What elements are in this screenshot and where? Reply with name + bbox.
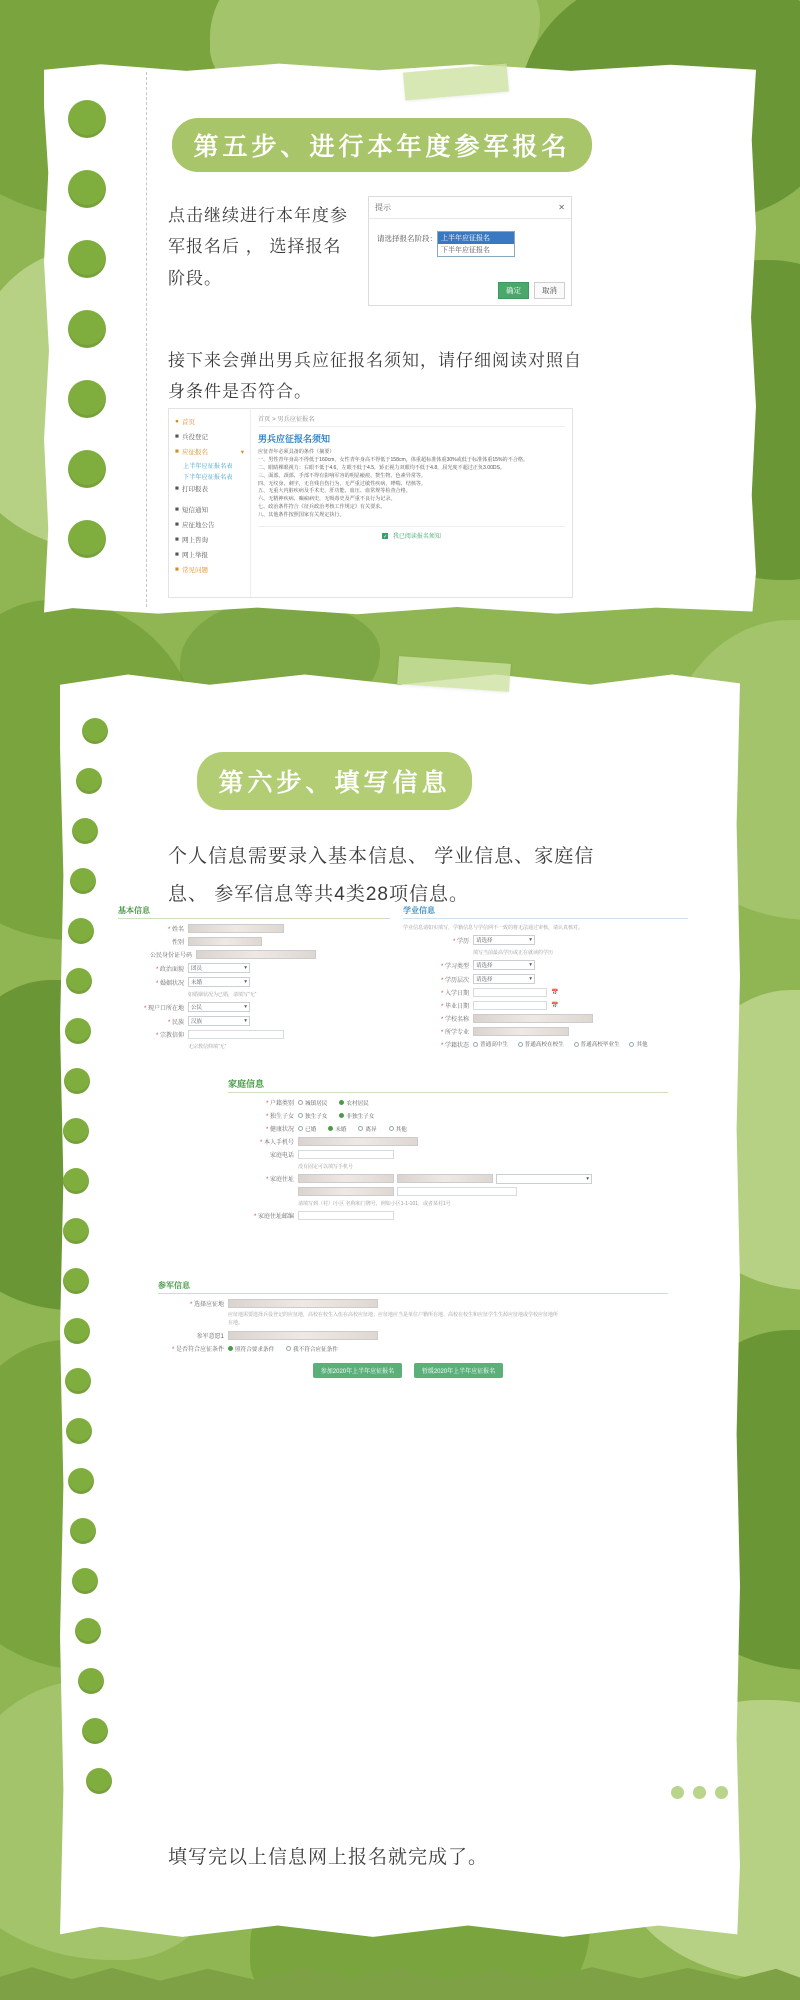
stage-option-first[interactable]: 上半年应征报名: [438, 232, 514, 244]
sidebar-subitem-second-half[interactable]: 下半年应征报名表: [183, 474, 233, 481]
religion-hint: 无宗教信仰填“无”: [188, 1044, 227, 1050]
field-label: 健康状况: [269, 1127, 294, 1133]
step5-heading: 第五步、进行本年度参军报名: [172, 118, 592, 172]
dialog-title: 提示: [375, 203, 391, 212]
notice-paragraph: 一、男性青年身高不得低于160cm，女性青年身高不得低于158cm，体重超标准体重30%或低于标准体重15%的不合格。: [258, 456, 529, 463]
radio-option[interactable]: 其他: [389, 1125, 407, 1133]
field-label: 公民身份证号码: [149, 953, 192, 959]
notice-paragraph: 应征青年必须具备的条件（摘要）: [258, 449, 335, 455]
enroll-date-field[interactable]: [473, 988, 547, 997]
spiral-hole: [64, 1068, 90, 1094]
field-label: 家庭电话: [269, 1153, 294, 1159]
form-hint-row: [403, 949, 688, 956]
screenshot-main: [251, 409, 572, 597]
sidebar-item-consult[interactable]: [173, 532, 246, 547]
form-actions: [158, 1363, 668, 1378]
radio-dot: [298, 1113, 303, 1118]
basic-info-title: 基本信息: [118, 905, 390, 919]
study-info-block: [403, 905, 688, 1053]
spiral-hole: [78, 1668, 104, 1694]
submit-apply-button[interactable]: 参加2020年上半年应征报名: [313, 1363, 402, 1378]
spiral-hole: [68, 520, 106, 558]
religion-field[interactable]: [188, 1030, 284, 1039]
notice-agree-row[interactable]: [258, 526, 565, 540]
radio-option[interactable]: 照符合要求条件: [228, 1345, 274, 1353]
decor-dot: [693, 1786, 706, 1799]
spiral-hole: [70, 1518, 96, 1544]
radio-dot: [298, 1126, 303, 1131]
chevron-down-icon: ▾: [240, 448, 244, 456]
chevron-down-icon: ▾: [586, 1176, 589, 1182]
chevron-down-icon: ▾: [529, 937, 532, 943]
form-row: * 学历层次 请选择 ▾: [403, 974, 688, 984]
stage-option-second[interactable]: 下半年应征报名: [441, 247, 490, 254]
radio-option[interactable]: 独生子女: [298, 1112, 327, 1120]
field-label: 家庭住址邮编: [257, 1214, 294, 1220]
spiral-hole: [63, 1168, 89, 1194]
spiral-hole: [66, 968, 92, 994]
radio-option[interactable]: 已婚: [298, 1125, 316, 1133]
radio-option[interactable]: 普通高校毕业生: [574, 1040, 620, 1048]
household-select[interactable]: 公民 ▾: [188, 1002, 250, 1012]
field-label: 宗教信仰: [159, 1033, 184, 1039]
radio-option[interactable]: 普通高中生: [473, 1040, 508, 1048]
address-street[interactable]: [298, 1187, 394, 1196]
spiral-hole: [68, 450, 106, 488]
form-row: * 本人手机号: [228, 1137, 668, 1146]
spiral-hole: [68, 1468, 94, 1494]
doc-icon: ■: [175, 433, 179, 440]
marital-status-select[interactable]: 未婚 ▾: [188, 977, 250, 987]
radio-dot: [518, 1042, 523, 1047]
spiral-hole: [63, 1218, 89, 1244]
form-row: * 现户口所在地 公民 ▾: [118, 1002, 390, 1012]
address-district-select[interactable]: [496, 1174, 592, 1184]
form-row: * 是否符合应征条件 照符合要求条件 我不符合应征条件: [171, 1346, 338, 1353]
sidebar-item-label: 应征报名: [181, 449, 208, 456]
radio-dot: [339, 1113, 344, 1118]
spiral-hole: [63, 1118, 89, 1144]
form-row: * 家庭住址 ▾: [228, 1174, 668, 1196]
zipcode-field[interactable]: [298, 1211, 394, 1220]
enlist-place-hint: 应征地需要选择兵役登记的应征地，高校在校生入伍在高校应征地；应征地应当是单位户籍所在地、高校在校生和应征学生生源应征地或学校应征地所在地。: [228, 1312, 559, 1326]
chevron-down-icon: ▾: [244, 979, 247, 985]
step6-heading: 第六步、填写信息: [197, 752, 472, 810]
question-icon: ■: [175, 566, 179, 573]
spiral-hole: [68, 310, 106, 348]
cancel-button[interactable]: 取消: [534, 282, 565, 299]
calendar-icon[interactable]: 📅: [551, 990, 559, 996]
education-hint: 填写当前最高学历或正在就读的学历: [473, 950, 554, 956]
decor-dot: [715, 1786, 728, 1799]
spiral-hole: [82, 1718, 108, 1744]
form-row: * 宗教信仰: [118, 1030, 390, 1039]
agree-label: 我已阅读报名须知: [392, 534, 441, 541]
address-detail[interactable]: [397, 1187, 517, 1196]
dialog-body: [369, 219, 571, 257]
radio-option[interactable]: 城镇居民: [298, 1099, 327, 1107]
address-province[interactable]: [298, 1174, 394, 1183]
address-group[interactable]: [298, 1174, 592, 1196]
form-row: * 健康状况 已婚 未婚 离异 其他: [265, 1126, 407, 1133]
confirm-button[interactable]: 确定: [498, 282, 529, 299]
form-hint-row: [228, 1200, 668, 1207]
chevron-down-icon: ▾: [244, 965, 247, 971]
form-row: * 家庭住址邮编: [228, 1211, 668, 1220]
spiral-hole: [68, 170, 106, 208]
sidebar-item-registration[interactable]: [173, 429, 246, 444]
field-label: 户籍类别: [269, 1101, 294, 1107]
form-row: * 政治面貌 团员 ▾: [118, 963, 390, 973]
field-label: 现户口所在地: [147, 1005, 184, 1012]
sidebar-item-print[interactable]: [173, 481, 246, 496]
form-row: * 学历 请选择 ▾: [403, 935, 688, 945]
radio-option[interactable]: 普通高校在校生: [518, 1040, 564, 1048]
wish1-field[interactable]: [228, 1331, 378, 1340]
radio-dot: [389, 1126, 394, 1131]
form-row: [118, 950, 390, 959]
spiral-hole: [68, 100, 106, 138]
calendar-icon[interactable]: 📅: [551, 1003, 559, 1009]
field-label: 学习类型: [444, 963, 469, 970]
bell-icon: ■: [175, 521, 179, 528]
form-row: * 独生子女 独生子女 非独生子女: [265, 1113, 375, 1120]
student-status-radios[interactable]: [473, 1040, 656, 1049]
decor-dot: [671, 1786, 684, 1799]
spiral-hole: [66, 1418, 92, 1444]
form-row: * 民族 汉族 ▾: [118, 1016, 390, 1026]
field-label: 婚姻状况: [159, 980, 184, 987]
sidebar-item-label: 短信通知: [181, 507, 208, 514]
field-label: 学历层次: [444, 977, 469, 984]
form-row: * 所学专业: [403, 1027, 688, 1036]
notice-paragraph: 二、眼睛裸眼视力：右眼不低于4.6，左眼不低于4.5，矫正视力双眼均不低于4.8，屈光度不超过正负3.00DS。: [258, 464, 506, 471]
sidebar-item-home[interactable]: [173, 414, 246, 429]
address-hint: 请填写到（村）/小区 名称和门牌号，例如小区1-1-101，或者某村1号: [298, 1201, 451, 1207]
notice-paragraph: 六、无精神疾病、癫痫病史，无吸毒史及严重不良行为记录。: [258, 496, 396, 503]
radio-dot: [574, 1042, 579, 1047]
form-row: * 选择应征地: [158, 1299, 668, 1308]
sidebar-item-label: 网上咨询: [181, 537, 208, 544]
radio-dot: [328, 1126, 333, 1131]
stage-field-label: 请选择报名阶段：: [377, 234, 437, 243]
field-label: 毕业日期: [444, 1004, 469, 1010]
nation-select[interactable]: 汉族 ▾: [188, 1016, 250, 1026]
study-note: 学业信息请如实填写，学籍信息与学信网不一致的将无法通过审核，请认真核对。: [403, 925, 584, 931]
form-row: * 学校名称: [403, 1014, 688, 1023]
school-name-field[interactable]: [473, 1014, 593, 1023]
sidebar-subitem-first-half[interactable]: 上半年应征报名表: [183, 463, 233, 470]
sidebar-item-label: 打印报表: [181, 486, 208, 493]
radio-dot: [298, 1100, 303, 1105]
form-row: [228, 1150, 668, 1159]
spiral-hole: [68, 240, 106, 278]
spiral-hole: [63, 1268, 89, 1294]
gender-field[interactable]: [188, 937, 262, 946]
education-select[interactable]: 请选择 ▾: [473, 935, 535, 945]
notice-paragraph: 七、政治条件符合《征兵政治考核工作规定》有关要求。: [258, 504, 386, 511]
form-row: * 学习类型 请选择 ▾: [403, 960, 688, 970]
step6-closing-text: 填写完以上信息网上报名就完成了。: [168, 1847, 489, 1868]
radio-option[interactable]: 未婚: [328, 1125, 346, 1133]
sidebar-item-enlist[interactable]: [173, 444, 246, 459]
radio-dot: [286, 1346, 291, 1351]
basic-info-block: [118, 905, 390, 1054]
name-field[interactable]: [188, 924, 284, 933]
family-info-title: 家庭信息: [228, 1077, 668, 1093]
form-hint-row: [118, 991, 390, 998]
field-label: 学籍状态: [444, 1043, 469, 1049]
spiral-hole: [68, 918, 94, 944]
field-label: 性别: [171, 940, 184, 946]
form-row: * 户籍类别 城镇居民 农村居民: [265, 1100, 369, 1107]
field-label: 民族: [171, 1019, 184, 1026]
screenshot-sidebar: [169, 409, 251, 597]
chat-icon: ■: [175, 536, 179, 543]
chevron-down-icon: ▾: [529, 962, 532, 968]
radio-dot: [629, 1042, 634, 1047]
breadcrumb: 首页 > 男兵应征报名: [258, 414, 565, 427]
sidebar-item-faq[interactable]: [173, 562, 246, 577]
field-label: 是否符合应征条件: [175, 1347, 224, 1353]
step6-paragraph: 个人信息需要录入基本信息、 学业信息、家庭信息、 参军信息等共4类28项信息。: [168, 846, 595, 905]
step5-paragraph-1: 点击继续进行本年度参军报名后 ， 选择报名阶段。: [168, 206, 348, 288]
radio-option[interactable]: 离异: [358, 1125, 376, 1133]
join-info-title: 参军信息: [158, 1280, 668, 1294]
radio-option[interactable]: 农村居民: [339, 1099, 368, 1107]
spiral-hole: [72, 1568, 98, 1594]
radio-option[interactable]: 其他: [629, 1040, 647, 1048]
join-info-block: [158, 1280, 668, 1378]
radio-dot: [358, 1126, 363, 1131]
form-hint-row: [228, 1163, 668, 1170]
field-label: 参军意愿1: [196, 1334, 224, 1340]
sidebar-item-sms[interactable]: [173, 502, 246, 517]
field-label: 选择应征地: [193, 1302, 224, 1308]
form-row: [158, 1331, 668, 1340]
stage-select-list[interactable]: [437, 231, 515, 257]
education-level-select[interactable]: 请选择 ▾: [473, 974, 535, 984]
form-row: * 婚姻状况 未婚 ▾: [118, 977, 390, 987]
dialog-footer: [498, 282, 565, 299]
chevron-down-icon: ▾: [244, 1018, 247, 1024]
notice-paragraph: 八、其他条件按照国家有关规定执行。: [258, 512, 345, 519]
close-icon[interactable]: ✕: [558, 203, 565, 212]
notice-title: 男兵应征报名须知: [258, 434, 331, 444]
form-row: * 学籍状态 普通高中生 普通高校在校生 普通高校毕业生 其他: [403, 1040, 688, 1049]
address-city[interactable]: [397, 1174, 493, 1183]
marital-hint: 如婚姻状况为已婚，请填写“无”: [188, 992, 257, 998]
checkbox-icon[interactable]: ✓: [383, 534, 388, 541]
form-row: * 入学日期 📅: [440, 990, 559, 997]
notice-page-screenshot: [168, 408, 573, 598]
spiral-hole: [86, 1768, 112, 1794]
flag-icon: ■: [175, 448, 179, 455]
notice-paragraph: 三、面部、颈部、手部不得有影响军容的明显瘢痕、赘生物、色素异常等。: [258, 472, 427, 479]
sidebar-item-notice[interactable]: [173, 517, 246, 532]
field-label: 学校名称: [444, 1017, 469, 1023]
spiral-hole: [64, 1318, 90, 1344]
printer-icon: ■: [175, 485, 179, 492]
sidebar-item-report[interactable]: [173, 547, 246, 562]
chevron-down-icon: ▾: [529, 976, 532, 982]
home-phone-hint: 没有固定可以填写手机号: [298, 1164, 354, 1170]
political-status-select[interactable]: 团员 ▾: [188, 963, 250, 973]
sidebar-item-label: 常见问题: [181, 567, 208, 574]
study-info-title: 学业信息: [403, 905, 688, 919]
notice-paragraph: 四、无纹身、刺字，无自残自伤行为，无严重过敏性疾病、哮喘、结核等。: [258, 480, 427, 487]
sidebar-item-label: 首页: [181, 419, 195, 426]
chevron-down-icon: ▾: [244, 1004, 247, 1010]
mobile-field[interactable]: [298, 1137, 418, 1146]
field-label: 入学日期: [444, 991, 469, 997]
notebook-margin-line: [146, 72, 147, 607]
defer-apply-button[interactable]: 暂缓2020年上半年应征报名: [414, 1363, 503, 1378]
home-phone-field[interactable]: [298, 1150, 394, 1159]
field-label: 姓名: [171, 927, 184, 933]
field-label: 所学专业: [444, 1030, 469, 1036]
spiral-hole: [82, 718, 108, 744]
spiral-hole: [75, 1618, 101, 1644]
stage-select-dialog: [368, 196, 572, 306]
radio-dot: [228, 1346, 233, 1351]
field-label: 家庭住址: [269, 1177, 294, 1183]
radio-option[interactable]: 非独生子女: [339, 1112, 374, 1120]
notice-paragraph: 五、无重大内脏疾病及手术史，肝功能、血压、血常规等检查合格。: [258, 488, 411, 495]
sidebar-item-label: 兵役登记: [181, 434, 208, 441]
study-type-select[interactable]: 请选择 ▾: [473, 960, 535, 970]
spiral-hole: [72, 818, 98, 844]
registration-form-screenshot: [118, 905, 688, 1420]
sidebar-item-label: 应征地公告: [181, 522, 215, 529]
spiral-hole: [70, 868, 96, 894]
step5-paragraph-2: 接下来会弹出男兵应征报名须知，请仔细阅读对照自身条件是否符合。: [168, 351, 582, 402]
field-label: 学历: [456, 938, 469, 945]
enlist-place-field[interactable]: [228, 1299, 378, 1308]
sidebar-item-label: 网上举报: [181, 552, 208, 559]
spiral-hole: [68, 380, 106, 418]
spiral-hole: [65, 1368, 91, 1394]
field-label: 独生子女: [269, 1114, 294, 1120]
family-info-block: [228, 1077, 668, 1224]
form-row: * 姓名: [118, 924, 390, 933]
field-label: 本人手机号: [263, 1140, 294, 1146]
graduate-date-field[interactable]: [473, 1001, 547, 1010]
radio-dot: [339, 1100, 344, 1105]
spiral-hole: [65, 1018, 91, 1044]
spiral-hole: [76, 768, 102, 794]
form-hint-row: [118, 1043, 390, 1050]
decor-dots: [671, 1786, 728, 1799]
major-field[interactable]: [473, 1027, 569, 1036]
radio-dot: [473, 1042, 478, 1047]
field-label: 政治面貌: [159, 966, 184, 973]
alert-icon: ■: [175, 551, 179, 558]
message-icon: ■: [175, 506, 179, 513]
form-row: [118, 937, 390, 946]
dialog-titlebar: [369, 197, 571, 219]
home-icon: ●: [175, 418, 179, 425]
form-hint-row: [158, 1312, 668, 1327]
id-number-field[interactable]: [196, 950, 316, 959]
form-row: * 毕业日期 📅: [440, 1003, 559, 1010]
radio-option[interactable]: 我不符合应征条件: [286, 1345, 338, 1353]
